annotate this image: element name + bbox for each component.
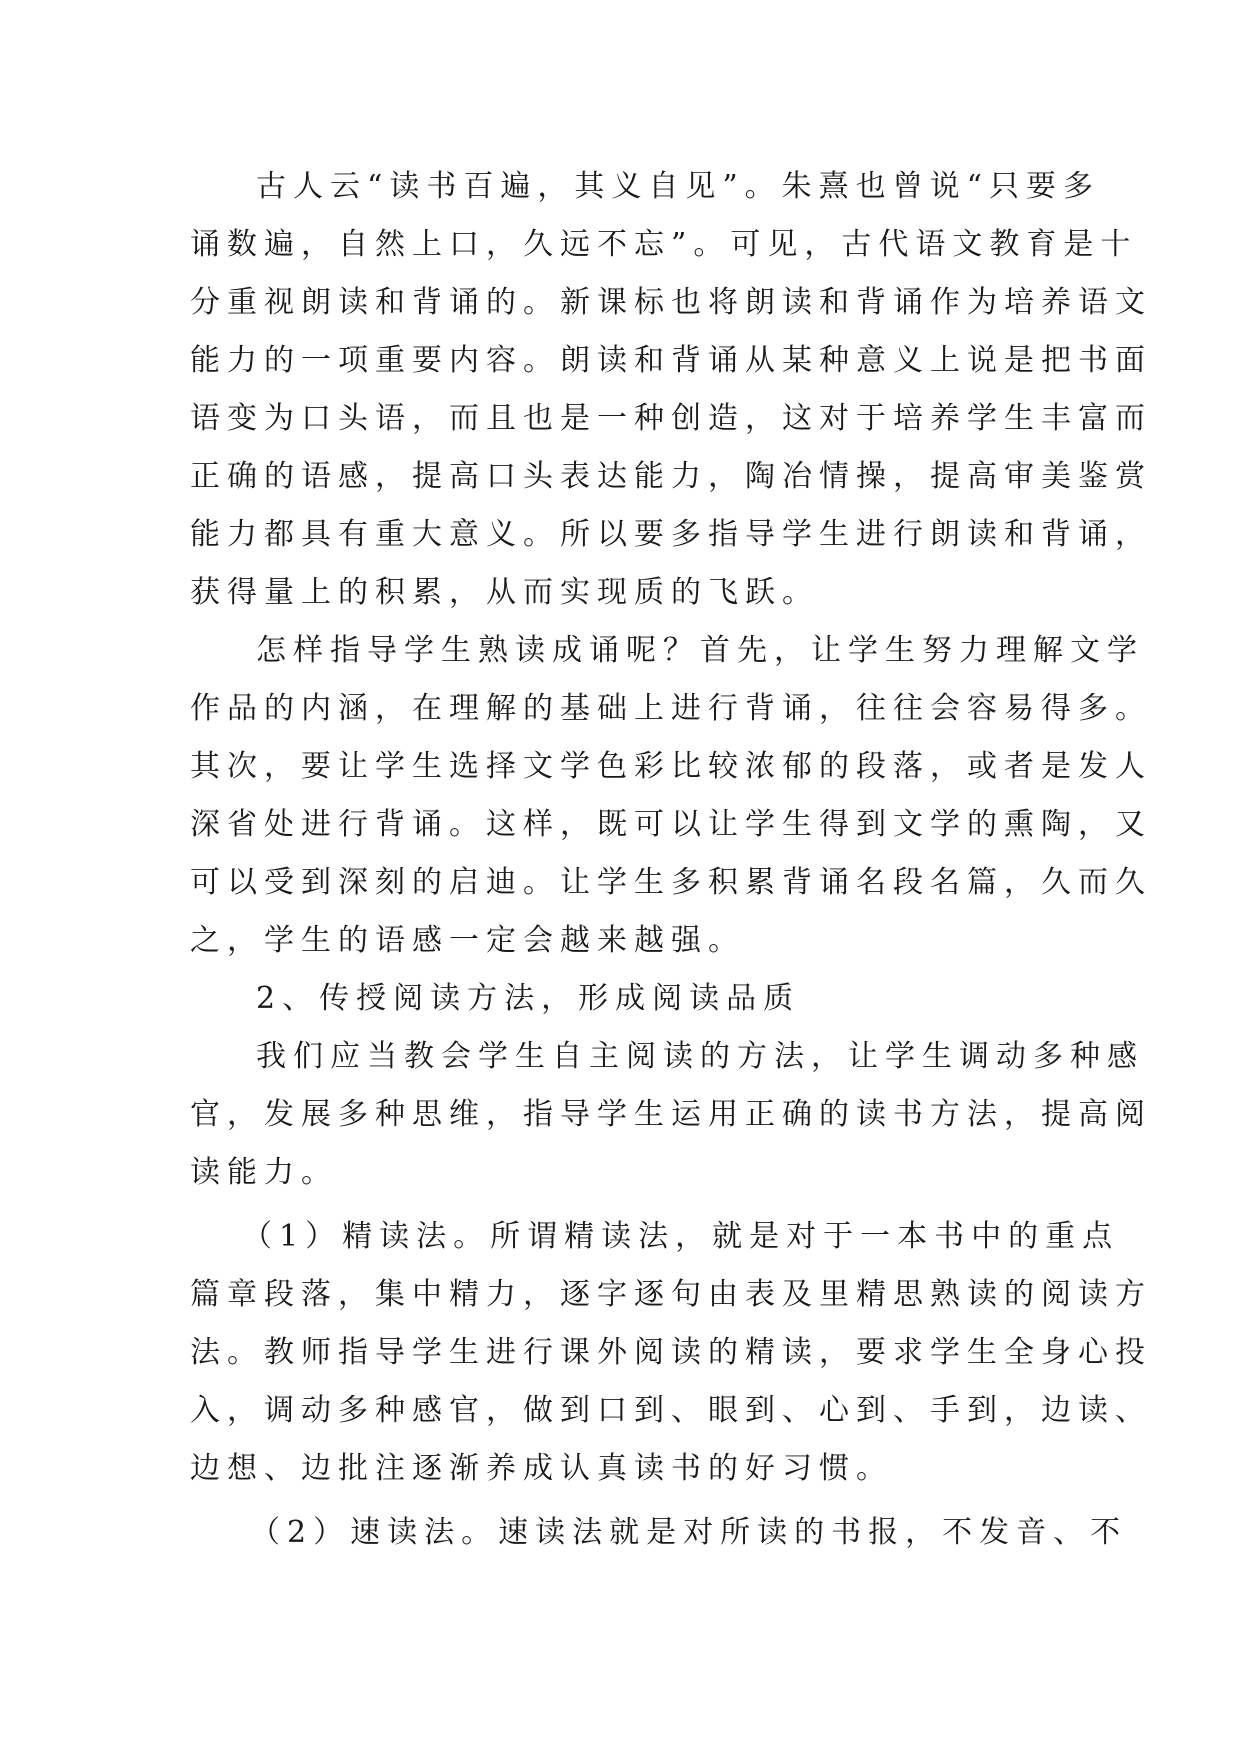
paragraph-2-line-1: 怎样指导学生熟读成诵呢？首先，让学生努力理解文学	[256, 633, 1144, 668]
paragraph-4-line-4: 入，调动多种感官，做到口到、眼到、心到、手到，边读、	[190, 1393, 1152, 1428]
paragraph-1-line-7: 能力都具有重大意义。所以要多指导学生进行朗读和背诵，	[190, 517, 1152, 552]
paragraph-3-line-2: 官，发展多种思维，指导学生运用正确的读书方法，提高阅	[190, 1097, 1152, 1132]
section-heading: 2、传授阅读方法，形成阅读品质	[256, 981, 801, 1016]
paragraph-1-line-3: 分重视朗读和背诵的。新课标也将朗读和背诵作为培养语文	[190, 285, 1152, 320]
paragraph-1-line-2: 诵数遍，自然上口，久远不忘”。可见，古代语文教育是十	[190, 227, 1138, 262]
paragraph-2-line-4: 深省处进行背诵。这样，既可以让学生得到文学的熏陶，又	[190, 807, 1152, 842]
paragraph-1-line-4: 能力的一项重要内容。朗读和背诵从某种意义上说是把书面	[190, 343, 1152, 378]
paragraph-2-line-6: 之，学生的语感一定会越来越强。	[190, 923, 745, 958]
paragraph-1-line-5: 语变为口头语，而且也是一种创造，这对于培养学生丰富而	[190, 401, 1152, 436]
paragraph-3-line-1: 我们应当教会学生自主阅读的方法，让学生调动多种感	[256, 1039, 1144, 1074]
paragraph-1-line-8: 获得量上的积累，从而实现质的飞跃。	[190, 575, 819, 610]
paragraph-3-line-3: 读能力。	[190, 1155, 338, 1190]
paragraph-2-line-3: 其次，要让学生选择文学色彩比较浓郁的段落，或者是发人	[190, 749, 1152, 784]
paragraph-4-line-5: 边想、边批注逐渐养成认真读书的好习惯。	[190, 1451, 893, 1486]
paragraph-5-line-1: （2）速读法。速读法就是对所读的书报，不发音、不	[250, 1515, 1128, 1550]
paragraph-4-line-2: 篇章段落，集中精力，逐字逐句由表及里精思熟读的阅读方	[190, 1277, 1152, 1312]
paragraph-2-line-2: 作品的内涵，在理解的基础上进行背诵，往往会容易得多。	[190, 691, 1152, 726]
paragraph-4-line-1: （1）精读法。所谓精读法，就是对于一本书中的重点	[242, 1219, 1120, 1254]
paragraph-4-line-3: 法。教师指导学生进行课外阅读的精读，要求学生全身心投	[190, 1335, 1152, 1370]
paragraph-1-line-6: 正确的语感，提高口头表达能力，陶冶情操，提高审美鉴赏	[190, 459, 1152, 494]
paragraph-2-line-5: 可以受到深刻的启迪。让学生多积累背诵名段名篇，久而久	[190, 865, 1152, 900]
paragraph-1-line-1: 古人云“读书百遍，其义自见”。朱熹也曾说“只要多	[256, 169, 1101, 204]
document-body	[190, 158, 1152, 1562]
